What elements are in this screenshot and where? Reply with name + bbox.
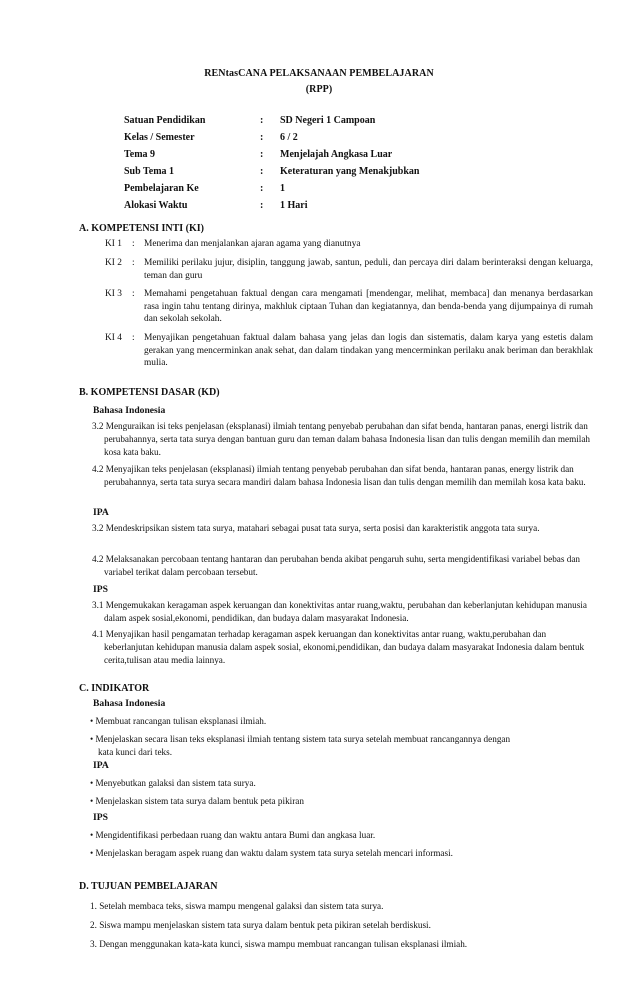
identity-row [124,132,298,143]
subject-heading: Bahasa Indonesia [93,698,166,709]
ki-code: KI 1 [105,239,122,249]
ki-text: Memahami pengetahuan faktual dengan cara mengamati [mendengar, melihat, membaca] dan menanya berdasarkan rasa ingin tahu tentang dirinya, makhluk ciptaan Tuhan dan kegiatannya, dan benda-benda yang dijumpainya di rumah dan sekolah sekolah. [144,289,593,325]
identity-label: Sub Tema 1 [124,166,175,177]
ki-code: KI 2 [105,258,122,268]
ki-item [105,238,593,251]
ki-item [105,257,593,282]
identity-label: Alokasi Waktu [124,200,188,211]
identity-colon: : [260,115,264,126]
identity-value: 1 [280,183,285,194]
identity-value: Keteraturan yang Menakjubkan [280,166,420,177]
identity-row [124,200,308,211]
kd-paragraph: 4.2 Melaksanakan percobaan tentang hantaran dan perubahan benda akibat pengaruh suhu, serta mengidentifikasi variabel bebas dan variabel terikat dalam percobaan tersebut. [92,554,581,577]
section-b-title: B. KOMPETENSI DASAR (KD) [79,387,220,398]
kd-paragraph: 4.2 Menyajikan teks penjelasan (eksplanasi) ilmiah tentang penyebab perubahan dan sifat benda, hantaran panas, energy listrik dan perubahannya, serta tata surya secara mandiri dalam bahasa Indonesia lisan dan tulis dengan memilih dan memilah kosa kata baku. [92,464,586,487]
indicator-line: • Menjelaskan secara lisan teks eksplanasi ilmiah tentang sistem tata surya setelah membuat rancangannya dengan [90,734,511,744]
identity-row [124,166,419,177]
identity-label: Satuan Pendidikan [124,115,206,126]
identity-label: Kelas / Semester [124,132,195,143]
indicator-item: • Menyebutkan galaksi dan sistem tata surya. [90,778,256,788]
identity-value: 6 / 2 [280,132,298,143]
subject-heading: Bahasa Indonesia [93,405,166,416]
ki-text: Menyajikan pengetahuan faktual dalam bahasa yang jelas dan logis dan sistematis, dalam karya yang estetis dalam gerakan yang mencerminkan anak sehat, dan dalam tindakan yang mencerminkan perilaku anak beriman dan berakhlak mulia. [144,333,593,369]
identity-colon: : [260,183,264,194]
ki-colon: : [132,239,135,249]
identity-colon: : [260,149,264,160]
ki-item [105,288,593,326]
identity-colon: : [260,166,264,177]
objective-item: 2. Siswa mampu menjelaskan sistem tata surya dalam bentuk peta pikiran setelah berdiskusi. [90,920,431,930]
section-c-title: C. INDIKATOR [79,683,150,694]
section-a-title: A. KOMPETENSI INTI (KI) [79,223,205,234]
indicator-line-continued: kata kunci dari teks. [98,746,172,757]
identity-value: 1 Hari [280,200,308,211]
indicator-item: • Membuat rancangan tulisan eksplanasi ilmiah. [90,716,267,726]
objective-item: 1. Setelah membaca teks, siswa mampu mengenal galaksi dan sistem tata surya. [90,901,384,911]
ki-item [105,332,593,370]
indicator-item: • Menjelaskan beragam aspek ruang dan waktu dalam system tata surya setelah mencari informasi. [90,848,453,858]
ki-colon: : [132,258,135,268]
objective-item: 3. Dengan menggunakan kata-kata kunci, siswa mampu membuat rancangan tulisan eksplanasi ilmiah. [90,939,468,949]
kd-paragraph: 3.2 Menguraikan isi teks penjelasan (eksplanasi) ilmiah tentang penyebab perubahan dan sifat benda, hantaran panas, energi listrik dan perubahannya, serta tata surya dengan bantuan guru dan teman dalam bahasa Indonesia lisan dan tulis dengan memilih dan memilah kosa kata baku. [92,421,591,457]
kd-paragraph: 3.2 Mendeskripsikan sistem tata surya, matahari sebagai pusat tata surya, serta posisi dan karakteristik anggota tata surya. [92,523,540,533]
subject-heading: IPA [93,760,109,771]
identity-row [124,115,375,126]
document-subtitle: (RPP) [305,84,333,95]
subject-heading: IPS [93,584,108,595]
ki-colon: : [132,333,135,343]
identity-label: Pembelajaran Ke [124,183,199,194]
kd-paragraph: 3.1 Mengemukakan keragaman aspek keruangan dan konektivitas antar ruang,waktu, perubahan dan keberlanjutan kehidupan manusia dalam aspek sosial,ekonomi, pendidikan, dan budaya dalam masyarakat Indonesia. [92,600,587,623]
ki-code: KI 4 [105,333,122,343]
identity-label: Tema 9 [124,149,156,160]
subject-heading: IPS [93,812,108,823]
identity-value: SD Negeri 1 Campoan [280,115,376,126]
identity-value: Menjelajah Angkasa Luar [280,149,393,160]
identity-row [124,149,392,160]
document-title: RENtasCANA PELAKSANAAN PEMBELAJARAN [204,68,434,79]
ki-text: Memiliki perilaku jujur, disiplin, tanggung jawab, santun, peduli, dan percaya diri dalam berinteraksi dengan keluarga, teman dan guru [144,258,593,281]
indicator-item [90,733,592,759]
identity-row [124,183,285,194]
identity-colon: : [260,132,264,143]
ki-code: KI 3 [105,289,122,299]
kd-paragraph: 4.1 Menyajikan hasil pengamatan terhadap keragaman aspek keruangan dan konektivitas antar ruang, waktu,perubahan dan keberlanjutan kehidupan manusia dalam aspek sosial, ekonomi,pendidikan, dan budaya dalam masyarakat Indonesia dalam bentuk cerita,tulisan atau media lainnya. [92,629,585,665]
identity-colon: : [260,200,264,211]
ki-text: Menerima dan menjalankan ajaran agama yang dianutnya [144,239,361,249]
subject-heading: IPA [93,507,109,518]
ki-colon: : [132,289,135,299]
indicator-item: • Menjelaskan sistem tata surya dalam bentuk peta pikiran [90,796,304,806]
indicator-item: • Mengidentifikasi perbedaan ruang dan waktu antara Bumi dan angkasa luar. [90,830,376,840]
section-d-title: D. TUJUAN PEMBELAJARAN [79,881,218,892]
